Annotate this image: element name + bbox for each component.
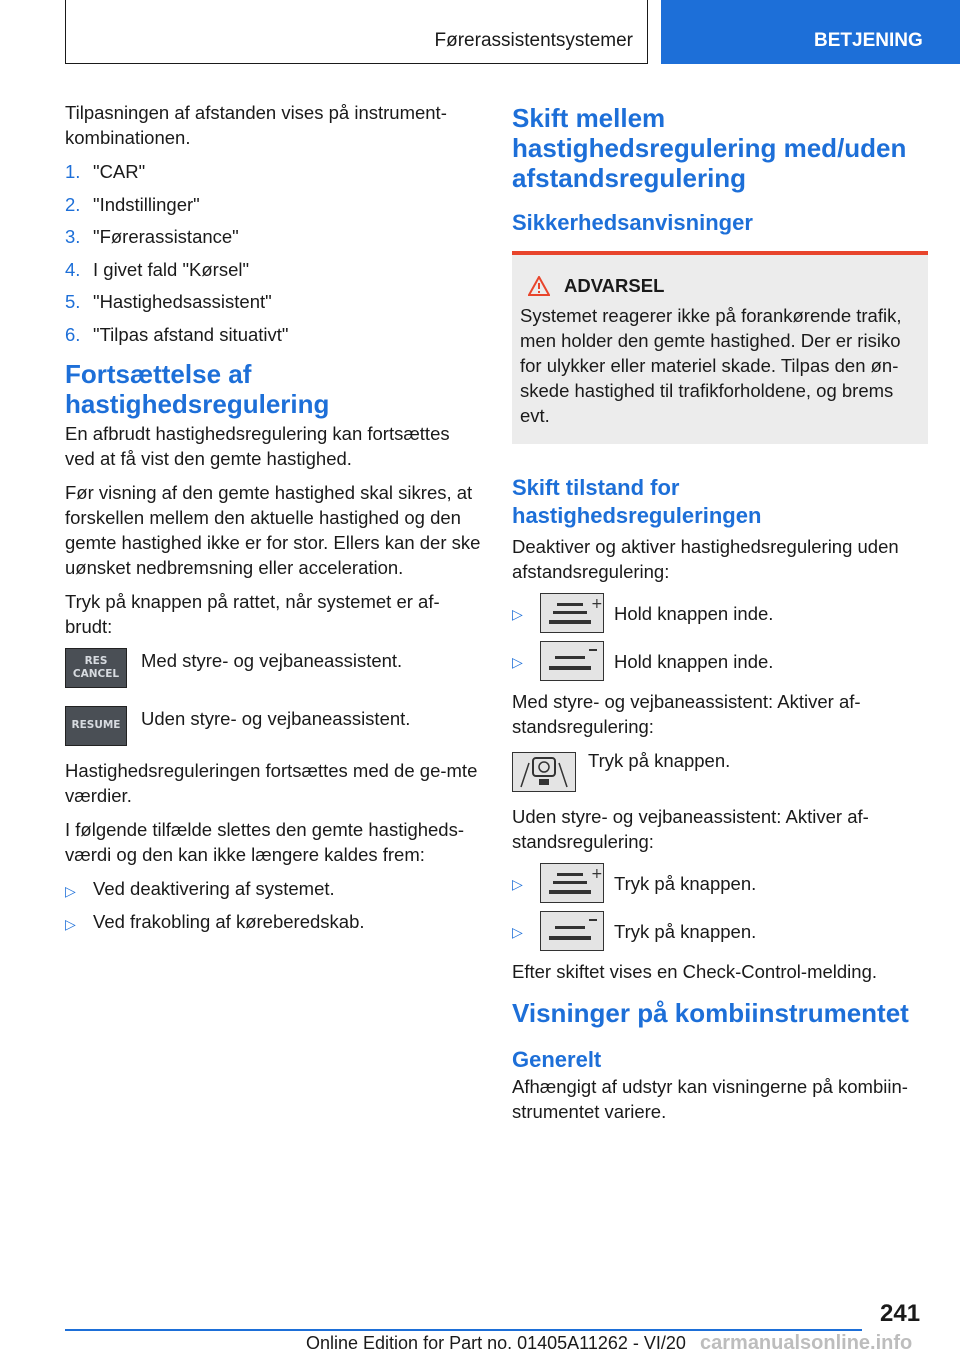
res-cancel-button-icon	[65, 648, 127, 688]
warning-triangle-icon	[528, 276, 550, 296]
paragraph: Afhængigt af udstyr kan visningerne på kombiin-strumentet variere.	[512, 1076, 908, 1122]
hold-text: Hold knappen inde.	[614, 650, 774, 672]
resume-text: Uden styre- og vejbaneassistent.	[141, 707, 411, 729]
step-text: "Tilpas afstand situativt"	[93, 323, 289, 345]
bullet-text: Ved deaktivering af systemet.	[93, 877, 335, 899]
header-section-box	[65, 0, 648, 64]
res-cancel-text: Med styre- og vejbaneassistent.	[141, 649, 403, 671]
hold-text: Hold knappen inde.	[614, 602, 774, 624]
lane-plus-button-icon	[540, 863, 604, 903]
subheading-safety: Sikkerhedsanvisninger	[512, 210, 753, 235]
step-text: "CAR"	[93, 161, 146, 182]
list-item	[512, 641, 928, 681]
warning-text: Systemet reagerer ikke på forankørende trafik, men holder den gemte hastighed. Der er risiko for ulykker eller materiel skade. Tilpas den øn-skede hastighed til trafikforholdene, og brems evt.	[520, 305, 902, 426]
list-item	[512, 593, 928, 633]
cancel-label: CANCEL	[72, 667, 120, 680]
list-item	[65, 289, 481, 314]
section-heading-resume: Fortsættelse af hastighedsregulering	[65, 358, 330, 419]
paragraph: En afbrudt hastighedsregulering kan fortsættes ved at få vist den gemte hastighed.	[65, 422, 450, 469]
list-item	[65, 192, 481, 217]
footer-divider	[65, 1329, 862, 1331]
step-number: 4.	[65, 258, 81, 280]
paragraph: Deaktiver og aktiver hastighedsregulering uden afstandsregulering:	[512, 536, 899, 582]
paragraph: Med styre- og vejbaneassistent: Aktiver af-standsregulering:	[512, 691, 861, 737]
list-item	[65, 257, 481, 282]
triangle-bullet-icon: ▷	[512, 924, 523, 940]
press-text: Tryk på knappen.	[614, 920, 757, 942]
step-text: "Hastighedsassistent"	[93, 291, 272, 312]
triangle-bullet-icon: ▷	[512, 876, 523, 892]
bullet-list	[65, 876, 481, 934]
paragraph: Efter skiftet vises en Check-Control-melding.	[512, 961, 877, 982]
intro-paragraph: Tilpasningen af afstanden vises på instrument-kombinationen.	[65, 102, 447, 148]
assist-text: Tryk på knappen.	[588, 750, 731, 771]
triangle-bullet-icon: ▷	[65, 882, 76, 899]
paragraph: Tryk på knappen på rattet, når systemet er af-brudt:	[65, 590, 440, 637]
press-text: Tryk på knappen.	[614, 872, 757, 894]
steps-list	[65, 159, 481, 347]
footer-edition: Online Edition for Part no. 01405A11262 - VI/20	[306, 1333, 686, 1353]
warning-title-row	[528, 275, 920, 297]
step-number: 1.	[65, 161, 81, 182]
step-text: "Indstillinger"	[93, 193, 200, 215]
page-number: 241	[880, 1300, 921, 1327]
step-text: "Førerassistance"	[93, 226, 239, 247]
section-heading-switch: Skift mellem hastighedsregulering med/uden afstandsregulering	[512, 103, 907, 193]
left-column	[65, 100, 481, 942]
steering-assist-button-icon	[512, 752, 576, 792]
list-item	[65, 159, 481, 184]
step-number: 5.	[65, 291, 81, 312]
paragraph: I følgende tilfælde slettes den gemte hastigheds-værdi og den kan ikke længere kaldes frem:	[65, 818, 465, 865]
paragraph: Uden styre- og vejbaneassistent: Aktiver af-standsregulering:	[512, 806, 869, 852]
list-item	[65, 322, 481, 347]
subheading-general: Generelt	[512, 1047, 602, 1072]
step-number: 6.	[65, 323, 81, 345]
watermark: carmanualsonline.info	[700, 1332, 913, 1354]
header-chapter-title: BETJENING	[814, 30, 923, 51]
triangle-bullet-icon: ▷	[512, 654, 523, 670]
lane-plus-button-icon	[540, 593, 604, 633]
svg-text:+: +	[591, 596, 603, 612]
res-label: RES	[84, 654, 108, 667]
warning-box	[512, 251, 928, 444]
warning-title: ADVARSEL	[564, 275, 665, 296]
paragraph: Før visning af den gemte hastighed skal sikres, at forskellen mellem den aktuelle hastighed og den gemte hastighed ikke er for stor. Ellers kan der ske uønsket nedbremsning eller acceleration.	[65, 481, 481, 578]
svg-text:+: +	[591, 866, 603, 882]
step-text: I givet fald "Kørsel"	[93, 258, 250, 280]
list-item	[512, 863, 928, 903]
triangle-bullet-icon: ▷	[512, 606, 523, 622]
step-number: 3.	[65, 226, 81, 247]
lane-minus-button-icon	[540, 641, 604, 681]
list-item	[65, 876, 481, 901]
list-item	[512, 911, 928, 951]
section-heading-displays: Visninger på kombiinstrumentet	[512, 998, 909, 1028]
header-chapter-tab	[661, 0, 960, 64]
step-number: 2.	[65, 193, 81, 215]
paragraph: Hastighedsreguleringen fortsættes med de ge-mte værdier.	[65, 759, 478, 806]
header-section-title: Førerassistentsystemer	[434, 30, 633, 51]
bullet-text: Ved frakobling af køreberedskab.	[93, 910, 365, 932]
assist-row	[512, 748, 928, 792]
lane-minus-button-icon	[540, 911, 604, 951]
triangle-bullet-icon: ▷	[65, 915, 76, 932]
list-item	[65, 224, 481, 249]
resume-button-icon	[65, 706, 127, 746]
res-cancel-row	[65, 648, 481, 688]
right-column	[512, 100, 928, 1133]
resume-label: RESUME	[71, 719, 121, 731]
resume-row	[65, 706, 481, 746]
list-item	[65, 909, 481, 934]
subheading-switch-mode: Skift tilstand for hastighedsreguleringen	[512, 475, 762, 528]
